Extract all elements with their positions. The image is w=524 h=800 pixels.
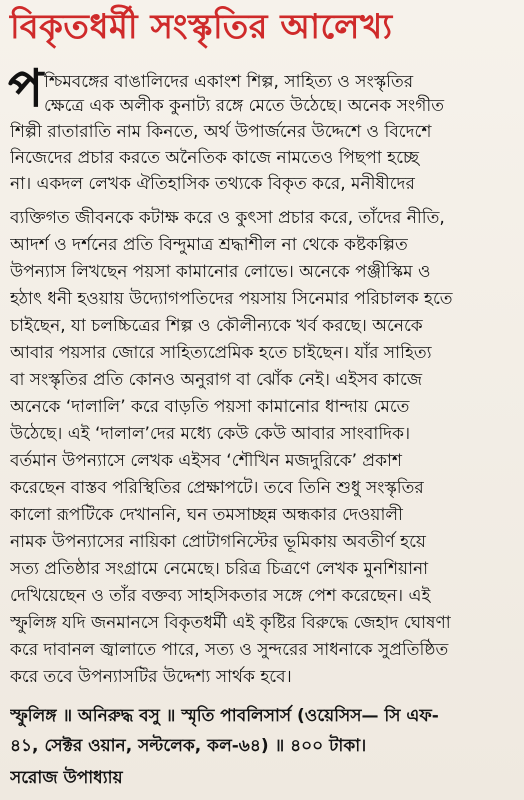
body-line: করে তবে উপন্যাসটির উদ্দেশ্য সার্থক হবে। (10, 667, 292, 687)
body-line: করেছেন বাস্তব পরিস্থিতির প্রেক্ষাপটে। তবে তিনি শুধু সংস্কৃতির (10, 478, 424, 498)
body-line: শিল্পী রাতারাতি নাম কিনতে, অর্থ উপার্জনের উদ্দেশে ও বিদেশে (10, 122, 432, 142)
body-line: ব্যক্তিগত জীবনকে কটাক্ষ করে ও কুৎসা প্রচার করে, তাঁদের নীতি, (10, 208, 445, 228)
book-credit-line: ৪১, সেক্টর ওয়ান, সল্টলেক, কল-৬৪) ॥ ৪০০ টাকা। (10, 736, 367, 756)
body-line: সত্য প্রতিষ্ঠার সংগ্রামে নেমেছে। চরিত্র চিত্রণে লেখক মুনশিয়ানা (10, 559, 429, 579)
body-line: চাইছেন, যা চলচ্চিত্রের শিল্প ও কৌলীন্যকে খর্ব করছে। অনেকে (10, 316, 423, 336)
body-line: কালো রূপটিকে দেখাননি, ঘন তমসাচ্ছন্ন অন্ধকার দেওয়ালী (10, 505, 403, 525)
body-line: স্ফুলিঙ্গ যদি জনমানসে বিকৃতধর্মী এই কৃষ্টির বিরুদ্ধে জেহাদ ঘোষণা (10, 613, 451, 633)
drop-cap: প (8, 59, 44, 119)
article-title: বিকৃতধর্মী সংস্কৃতির আলেখ্য (10, 7, 393, 47)
body-line: করে দাবানল জ্বালাতে পারে, সত্য ও সুন্দরের সাধনাকে সুপ্রতিষ্ঠিত (10, 640, 449, 660)
body-line: আদর্শ ও দর্শনের প্রতি বিন্দুমাত্র শ্রদ্ধাশীল না থেকে কষ্টকল্পিত (10, 235, 408, 255)
body-line: হঠাৎ ধনী হওয়ায় উদ্যোগপতিদের পয়সায় সিনেমার পরিচালক হতে (10, 289, 453, 309)
body-line: দেখিয়েছেন ও তাঁর বক্তব্য সাহসিকতার সঙ্গে পেশ করেছেন। এই (10, 586, 431, 606)
body-line: না। একদল লেখক ঐতিহাসিক তথ্যকে বিকৃত করে, মনীষীদের (10, 174, 415, 194)
body-line: বা সংস্কৃতির প্রতি কোনও অনুরাগ বা ঝোঁক নেই। এইসব কাজে (10, 370, 423, 390)
body-line: শ্চিমবঙ্গের বাঙালিদের একাংশ শিল্প, সাহিত্য ও সংস্কৃতির (44, 72, 414, 92)
body-line: ক্ষেত্রে এক অলীক কুনাট্য রঙ্গে মেতে উঠেছে। অনেক সংগীত (44, 96, 445, 116)
body-line: নামক উপন্যাসের নায়িকা প্রোটাগনিস্টের ভূমিকায় অবতীর্ণ হয়ে (10, 532, 426, 552)
book-credit-line: স্ফুলিঙ্গ ॥ অনিরুদ্ধ বসু ॥ স্মৃতি পাবলিসার্স (ওয়েসিস— সি এফ- (10, 706, 439, 726)
body-line: অনেকে ‘দালালি’ করে বাড়তি পয়সা কামানোর ধান্দায় মেতে (10, 397, 410, 417)
body-line: উঠেছে। এই ‘দালাল’দের মধ্যে কেউ কেউ আবার সাংবাদিক। (10, 424, 411, 444)
reviewer-name: সরোজ উপাধ্যায় (10, 768, 123, 788)
body-line: নিজেদের প্রচার করতে অনৈতিক কাজে নামতেও পিছপা হচ্ছে (10, 148, 419, 168)
body-line: আবার পয়সার জোরে সাহিত্যপ্রেমিক হতে চাইছেন। যাঁর সাহিত্য (10, 343, 432, 363)
body-line: উপন্যাস লিখছেন পয়সা কামানোর লোভে। অনেকে পঞ্জীস্কিম ও (10, 262, 431, 282)
body-line: বর্তমান উপন্যাসে লেখক এইসব ‘শৌখিন মজদুরিকে’ প্রকাশ (10, 451, 402, 471)
